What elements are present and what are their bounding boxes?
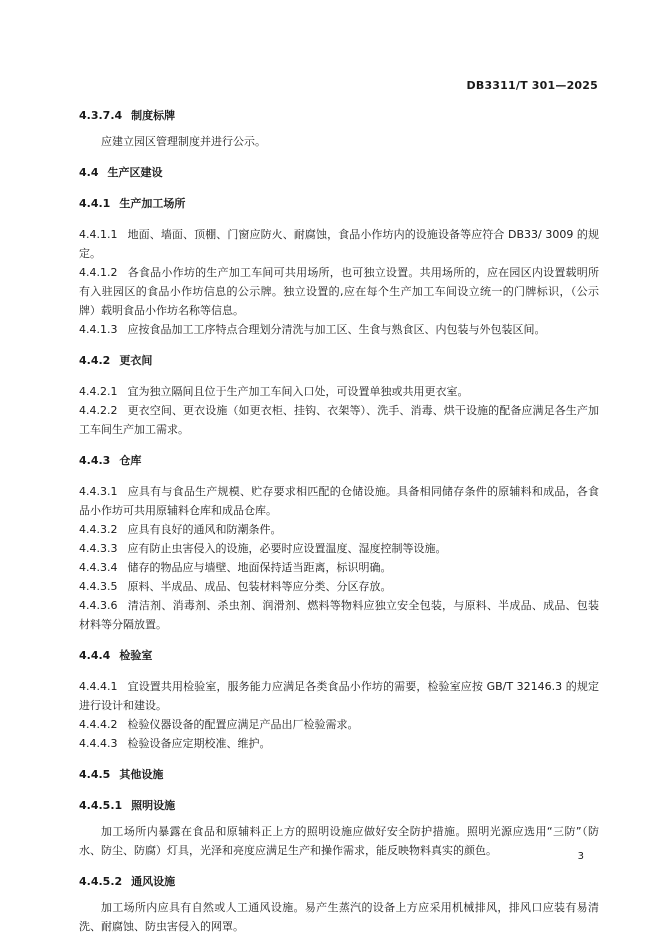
clause-4-4-4-2 [79, 715, 599, 734]
heading-4-4-5-2 [79, 872, 599, 891]
heading-4-4 [79, 163, 599, 182]
clause-number: 4.4.3.3 [79, 542, 118, 555]
clause-4-4-3-3 [79, 539, 599, 558]
clause-number: 4.4.3.5 [79, 580, 118, 593]
heading-number: 4.4.5.2 [79, 875, 123, 888]
clause-text: 更衣空间、更衣设施（如更衣柜、挂钩、衣架等）、洗手、消毒、烘干设施的配备应满足各生产加工车间生产加工需求。 [79, 404, 599, 436]
heading-number: 4.4.1 [79, 197, 111, 210]
clause-text: 应具有良好的通风和防潮条件。 [127, 523, 282, 536]
clause-number: 4.4.3.1 [79, 485, 118, 498]
clause-text: 应按食品加工工序特点合理划分清洗与加工区、生食与熟食区、内包装与外包装区间。 [127, 323, 546, 336]
clause-4-4-4-3 [79, 734, 599, 753]
clause-text: 宜为独立隔间且位于生产加工车间入口处，可设置单独或共用更衣室。 [127, 385, 469, 398]
clause-4-4-2-1 [79, 382, 599, 401]
clause-text: 地面、墙面、顶棚、门窗应防火、耐腐蚀，食品小作坊内的设施设备等应符合 DB33/ 3009 的规定。 [79, 228, 599, 260]
heading-4-4-5 [79, 765, 599, 784]
heading-title: 生产加工场所 [119, 197, 186, 210]
heading-4-4-4 [79, 646, 599, 665]
clause-number: 4.4.1.3 [79, 323, 118, 336]
clause-text: 原料、半成品、成品、包装材料等应分类、分区存放。 [127, 580, 392, 593]
clause-number: 4.4.3.4 [79, 561, 118, 574]
paragraph-4-4-5-2: 加工场所内应具有自然或人工通风设施。易产生蒸汽的设备上方应采用机械排风，排风口应装有易清洗、耐腐蚀、防虫害侵入的网罩。 [79, 901, 599, 933]
heading-title: 仓库 [119, 454, 142, 467]
clause-text: 储存的物品应与墙壁、地面保持适当距离，标识明确。 [127, 561, 392, 574]
page-number: 3 [577, 851, 584, 862]
heading-title: 照明设施 [131, 799, 176, 812]
document-body [79, 106, 599, 936]
heading-title: 检验室 [119, 649, 153, 662]
clause-4-4-2-2 [79, 401, 599, 439]
clause-number: 4.4.4.3 [79, 737, 118, 750]
clause-number: 4.4.4.2 [79, 718, 118, 731]
clause-4-4-4-1 [79, 677, 599, 715]
clause-4-4-3-1 [79, 482, 599, 520]
clause-number: 4.4.2.2 [79, 404, 118, 417]
clause-number: 4.4.1.1 [79, 228, 118, 241]
heading-number: 4.4.5 [79, 768, 111, 781]
heading-number: 4.4.3 [79, 454, 111, 467]
document-code: DB3311/T 301—2025 [466, 79, 598, 92]
heading-number: 4.4.5.1 [79, 799, 123, 812]
heading-4-4-1 [79, 194, 599, 213]
heading-number: 4.4.4 [79, 649, 111, 662]
clause-4-4-3-6 [79, 596, 599, 634]
clause-number: 4.4.2.1 [79, 385, 118, 398]
clause-text: 检验仪器设备的配置应满足产品出厂检验需求。 [127, 718, 359, 731]
heading-4-4-3 [79, 451, 599, 470]
clause-4-4-1-2 [79, 263, 599, 320]
heading-title: 更衣间 [119, 354, 153, 367]
heading-4-3-7-4 [79, 106, 599, 125]
clause-number: 4.4.3.2 [79, 523, 118, 536]
clause-text: 应具有与食品生产规模、贮存要求相匹配的仓储设施。具备相同储存条件的原辅料和成品，各食品小作坊可共用原辅料仓库和成品仓库。 [79, 485, 599, 517]
heading-number: 4.3.7.4 [79, 109, 123, 122]
clause-number: 4.4.1.2 [79, 266, 118, 279]
clause-text: 应有防止虫害侵入的设施，必要时应设置温度、湿度控制等设施。 [127, 542, 447, 555]
heading-number: 4.4 [79, 166, 99, 179]
heading-number: 4.4.2 [79, 354, 111, 367]
clause-number: 4.4.4.1 [79, 680, 118, 693]
clause-4-4-1-1 [79, 225, 599, 263]
heading-title: 通风设施 [131, 875, 176, 888]
clause-4-4-3-5 [79, 577, 599, 596]
clause-4-4-3-2 [79, 520, 599, 539]
clause-text: 检验设备应定期校准、维护。 [127, 737, 271, 750]
clause-text: 各食品小作坊的生产加工车间可共用场所，也可独立设置。共用场所的，应在园区内设置载明所有入驻园区的食品小作坊信息的公示牌。独立设置的,应在每个生产加工车间设立统一的门牌标识，（公示牌）载明食品小作坊名称等信息。 [79, 266, 599, 317]
paragraph-4-4-5-1: 加工场所内暴露在食品和原辅料正上方的照明设施应做好安全防护措施。照明光源应选用“三防”（防水、防尘、防腐）灯具，光泽和亮度应满足生产和操作需求，能反映物料真实的颜色。 [79, 825, 599, 857]
heading-title: 生产区建设 [107, 166, 163, 179]
clause-text: 清洁剂、消毒剂、杀虫剂、润滑剂、燃料等物料应独立安全包装，与原料、半成品、成品、包装材料等分隔放置。 [79, 599, 599, 631]
clause-4-4-3-4 [79, 558, 599, 577]
heading-4-4-5-1 [79, 796, 599, 815]
heading-title: 其他设施 [119, 768, 164, 781]
paragraph-4-3-7-4: 应建立园区管理制度并进行公示。 [101, 135, 266, 148]
clause-number: 4.4.3.6 [79, 599, 118, 612]
clause-text: 宜设置共用检验室，服务能力应满足各类食品小作坊的需要，检验室应按 GB/T 32146.3 的规定进行设计和建设。 [79, 680, 599, 712]
heading-4-4-2 [79, 351, 599, 370]
clause-4-4-1-3 [79, 320, 599, 339]
heading-title: 制度标牌 [131, 109, 176, 122]
